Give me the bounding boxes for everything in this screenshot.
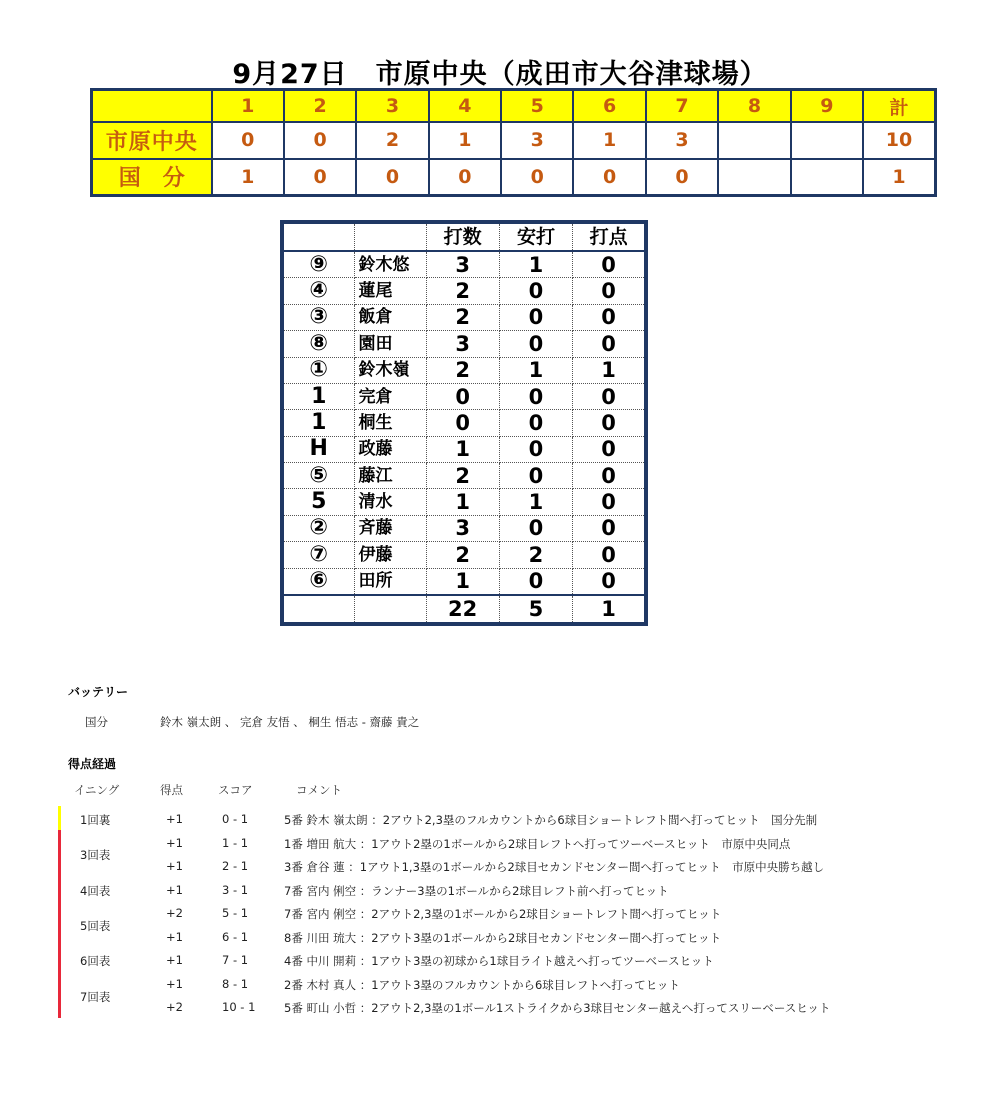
scoring-inning: 7回表 — [80, 989, 111, 1004]
batter-hits: 1 — [499, 357, 572, 383]
batter-row — [282, 383, 646, 409]
scoring-points: +1 — [166, 929, 183, 944]
inning-header: 4 — [429, 90, 501, 123]
scoring-points: +1 — [166, 976, 183, 991]
total-at-bats: 22 — [426, 595, 499, 624]
scoring-comment: 2番 木村 真人 ：1アウト3塁のフルカウントから6球目レフトへ打ってヒット — [284, 977, 680, 992]
batter-hits: 0 — [499, 331, 572, 357]
batter-at-bats: 0 — [426, 383, 499, 409]
batter-rbi: 0 — [573, 542, 646, 568]
scoring-inning: 5回表 — [80, 918, 111, 933]
batter-name: 清水 — [354, 489, 426, 515]
batter-hits: 1 — [499, 489, 572, 515]
batter-at-bats: 2 — [426, 304, 499, 330]
total-hits: 5 — [499, 595, 572, 624]
batting-table — [280, 220, 648, 626]
scoring-score: 7 - 1 — [222, 953, 249, 968]
batter-row — [282, 357, 646, 383]
scoring-points: +1 — [166, 882, 183, 897]
total-blank — [282, 595, 354, 624]
scoring-comment: 1番 増田 航大 ：1アウト2塁の1ボールから2球目レフトへ打ってツーベースヒット 市原中央同点 — [284, 836, 791, 851]
batter-position: H — [282, 436, 354, 462]
scoring-score: 5 - 1 — [222, 906, 249, 921]
batter-row — [282, 436, 646, 462]
batter-rbi: 0 — [573, 436, 646, 462]
batter-row — [282, 251, 646, 278]
scoring-comment: 7番 宮内 俐空 ：ランナー3塁の1ボールから2球目レフト前へ打ってヒット — [284, 883, 669, 898]
batter-position: ⑨ — [282, 251, 354, 278]
line-score-row-ichihara — [92, 122, 936, 158]
batter-name: 完倉 — [354, 383, 426, 409]
battery-heading: バッテリー — [68, 685, 129, 699]
batter-at-bats: 2 — [426, 463, 499, 489]
inning-header: 9 — [791, 90, 863, 123]
inning-header: 3 — [356, 90, 428, 123]
batter-row — [282, 410, 646, 436]
scoring-points: +1 — [166, 835, 183, 850]
total-header: 計 — [863, 90, 935, 123]
batter-position: 1 — [282, 410, 354, 436]
scoring-col-comment: コメント — [296, 783, 342, 797]
inning-score — [718, 159, 790, 196]
inning-header: 2 — [284, 90, 356, 123]
inning-marker-bar — [58, 971, 61, 1018]
inning-marker-bar — [58, 830, 61, 877]
total-blank — [354, 595, 426, 624]
scoring-score: 1 - 1 — [222, 835, 249, 850]
batter-at-bats: 1 — [426, 489, 499, 515]
batter-position: ④ — [282, 278, 354, 304]
rbi-header: 打点 — [573, 222, 646, 251]
scoring-inning: 3回表 — [80, 848, 111, 863]
batter-at-bats: 2 — [426, 357, 499, 383]
battery-team: 国分 — [85, 715, 108, 729]
inning-header: 1 — [212, 90, 284, 123]
batter-position: ⑦ — [282, 542, 354, 568]
batter-at-bats: 3 — [426, 251, 499, 278]
inning-marker-bar — [58, 806, 61, 830]
batter-hits: 0 — [499, 304, 572, 330]
inning-header: 7 — [646, 90, 718, 123]
batter-rbi: 0 — [573, 489, 646, 515]
inning-score: 0 — [284, 159, 356, 196]
batting-header-row — [282, 222, 646, 251]
batter-at-bats: 3 — [426, 515, 499, 541]
batter-position: ⑤ — [282, 463, 354, 489]
inning-score: 2 — [356, 122, 428, 158]
batter-name: 鈴木悠 — [354, 251, 426, 278]
inning-score: 0 — [284, 122, 356, 158]
scoring-score: 0 - 1 — [222, 812, 249, 826]
inning-marker-bar — [58, 900, 61, 947]
batter-name: 斉藤 — [354, 515, 426, 541]
inning-header: 8 — [718, 90, 790, 123]
batter-name: 蓮尾 — [354, 278, 426, 304]
batter-at-bats: 1 — [426, 568, 499, 595]
batter-at-bats: 1 — [426, 436, 499, 462]
batter-row — [282, 331, 646, 357]
inning-marker-bar — [58, 877, 61, 901]
team-name: 市原中央 — [92, 122, 212, 158]
name-header — [354, 222, 426, 251]
batter-rbi: 0 — [573, 278, 646, 304]
total-score: 10 — [863, 122, 935, 158]
total-score: 1 — [863, 159, 935, 196]
batter-rbi: 0 — [573, 251, 646, 278]
scoring-comment: 5番 鈴木 嶺太朗 ：2アウト2,3塁のフルカウントから6球目ショートレフト間へ打ってヒット 国分先制 — [284, 813, 818, 827]
at-bats-header: 打数 — [426, 222, 499, 251]
batter-name: 政藤 — [354, 436, 426, 462]
batter-hits: 0 — [499, 383, 572, 409]
batter-hits: 0 — [499, 568, 572, 595]
line-score-row-kokubu — [92, 159, 936, 196]
batter-rbi: 0 — [573, 463, 646, 489]
inning-score — [718, 122, 790, 158]
hits-header: 安打 — [499, 222, 572, 251]
batter-position: ① — [282, 357, 354, 383]
inning-score: 1 — [429, 122, 501, 158]
batter-row — [282, 304, 646, 330]
inning-score: 1 — [573, 122, 645, 158]
scoring-score: 3 - 1 — [222, 882, 249, 897]
battery-players: 鈴木 嶺太朗 、 完倉 友悟 、 桐生 悟志 - 齋藤 貴之 — [160, 715, 420, 729]
inning-score — [791, 122, 863, 158]
line-score-header-row — [92, 90, 936, 123]
inning-score: 0 — [573, 159, 645, 196]
scoring-comment: 7番 宮内 俐空 ：2アウト2,3塁の1ボールから2球目ショートレフト間へ打ってヒット — [284, 907, 722, 922]
batter-position: 1 — [282, 383, 354, 409]
batter-row — [282, 489, 646, 515]
batter-name: 田所 — [354, 568, 426, 595]
batter-position: ② — [282, 515, 354, 541]
scoring-comment: 4番 中川 開莉 ：1アウト3塁の初球から1球目ライト越えへ打ってツーベースヒット — [284, 954, 714, 969]
scoring-points: +1 — [166, 858, 183, 873]
scoring-col-inning: イニング — [74, 783, 120, 797]
batter-name: 桐生 — [354, 410, 426, 436]
scoring-comment: 8番 川田 琉大 ：2アウト3塁の1ボールから2球目セカンドセンター間へ打ってヒット — [284, 930, 722, 945]
batting-total-row — [282, 595, 646, 624]
scoring-score: 8 - 1 — [222, 976, 249, 991]
scoring-points: +1 — [166, 812, 183, 826]
inning-score: 0 — [212, 122, 284, 158]
inning-header: 6 — [573, 90, 645, 123]
inning-score: 0 — [356, 159, 428, 196]
inning-score: 0 — [646, 159, 718, 196]
scoring-score: 2 - 1 — [222, 858, 249, 873]
scoring-inning: 6回表 — [80, 954, 111, 969]
batter-row — [282, 515, 646, 541]
inning-score: 1 — [212, 159, 284, 196]
team-name: 国分 — [92, 159, 212, 196]
batter-name: 飯倉 — [354, 304, 426, 330]
scoring-comment: 5番 町山 小哲 ：2アウト2,3塁の1ボール1ストライクから3球目センター越えへ打ってスリーベースヒット — [284, 1001, 831, 1016]
inning-score: 0 — [429, 159, 501, 196]
batter-position: ⑧ — [282, 331, 354, 357]
batting-rows — [282, 251, 646, 595]
scoring-heading: 得点経過 — [68, 757, 117, 771]
batter-at-bats: 3 — [426, 331, 499, 357]
batter-name: 園田 — [354, 331, 426, 357]
batter-hits: 0 — [499, 436, 572, 462]
batter-row — [282, 463, 646, 489]
batter-hits: 0 — [499, 410, 572, 436]
batter-hits: 1 — [499, 251, 572, 278]
scoring-points: +2 — [166, 1000, 183, 1015]
batter-name: 鈴木嶺 — [354, 357, 426, 383]
line-score-table — [90, 88, 937, 197]
scoring-col-score: スコア — [218, 783, 253, 797]
scoring-score: 6 - 1 — [222, 929, 249, 944]
scoring-inning: 4回表 — [80, 883, 111, 898]
batter-name: 藤江 — [354, 463, 426, 489]
scoring-score: 10 - 1 — [222, 1000, 256, 1015]
inning-score — [791, 159, 863, 196]
batter-rbi: 0 — [573, 304, 646, 330]
batter-at-bats: 2 — [426, 278, 499, 304]
scoring-points: +2 — [166, 906, 183, 921]
scoring-points: +1 — [166, 953, 183, 968]
batter-rbi: 0 — [573, 410, 646, 436]
batter-hits: 0 — [499, 463, 572, 489]
batter-row — [282, 568, 646, 595]
batter-rbi: 1 — [573, 357, 646, 383]
inning-score: 3 — [501, 122, 573, 158]
batter-rbi: 0 — [573, 331, 646, 357]
batter-rbi: 0 — [573, 515, 646, 541]
batter-position: ③ — [282, 304, 354, 330]
scoring-comment: 3番 倉谷 蓮 ：1アウト1,3塁の1ボールから2球目セカンドセンター間へ打ってヒット 市原中央勝ち越し — [284, 859, 825, 874]
batter-rbi: 0 — [573, 568, 646, 595]
batter-name: 伊藤 — [354, 542, 426, 568]
batter-row — [282, 542, 646, 568]
line-score-corner — [92, 90, 212, 123]
scoring-col-points: 得点 — [160, 783, 183, 797]
scoring-inning: 1回裏 — [80, 813, 111, 827]
batter-hits: 0 — [499, 278, 572, 304]
batter-rbi: 0 — [573, 383, 646, 409]
inning-marker-bar — [58, 947, 61, 971]
batter-position: ⑥ — [282, 568, 354, 595]
batter-position: 5 — [282, 489, 354, 515]
batter-at-bats: 0 — [426, 410, 499, 436]
batter-hits: 2 — [499, 542, 572, 568]
position-header — [282, 222, 354, 251]
page-title: 9月27日 市原中央（成田市大谷津球場） — [232, 59, 768, 90]
inning-score: 3 — [646, 122, 718, 158]
batter-hits: 0 — [499, 515, 572, 541]
total-rbi: 1 — [573, 595, 646, 624]
inning-header: 5 — [501, 90, 573, 123]
inning-score: 0 — [501, 159, 573, 196]
batter-row — [282, 278, 646, 304]
batter-at-bats: 2 — [426, 542, 499, 568]
